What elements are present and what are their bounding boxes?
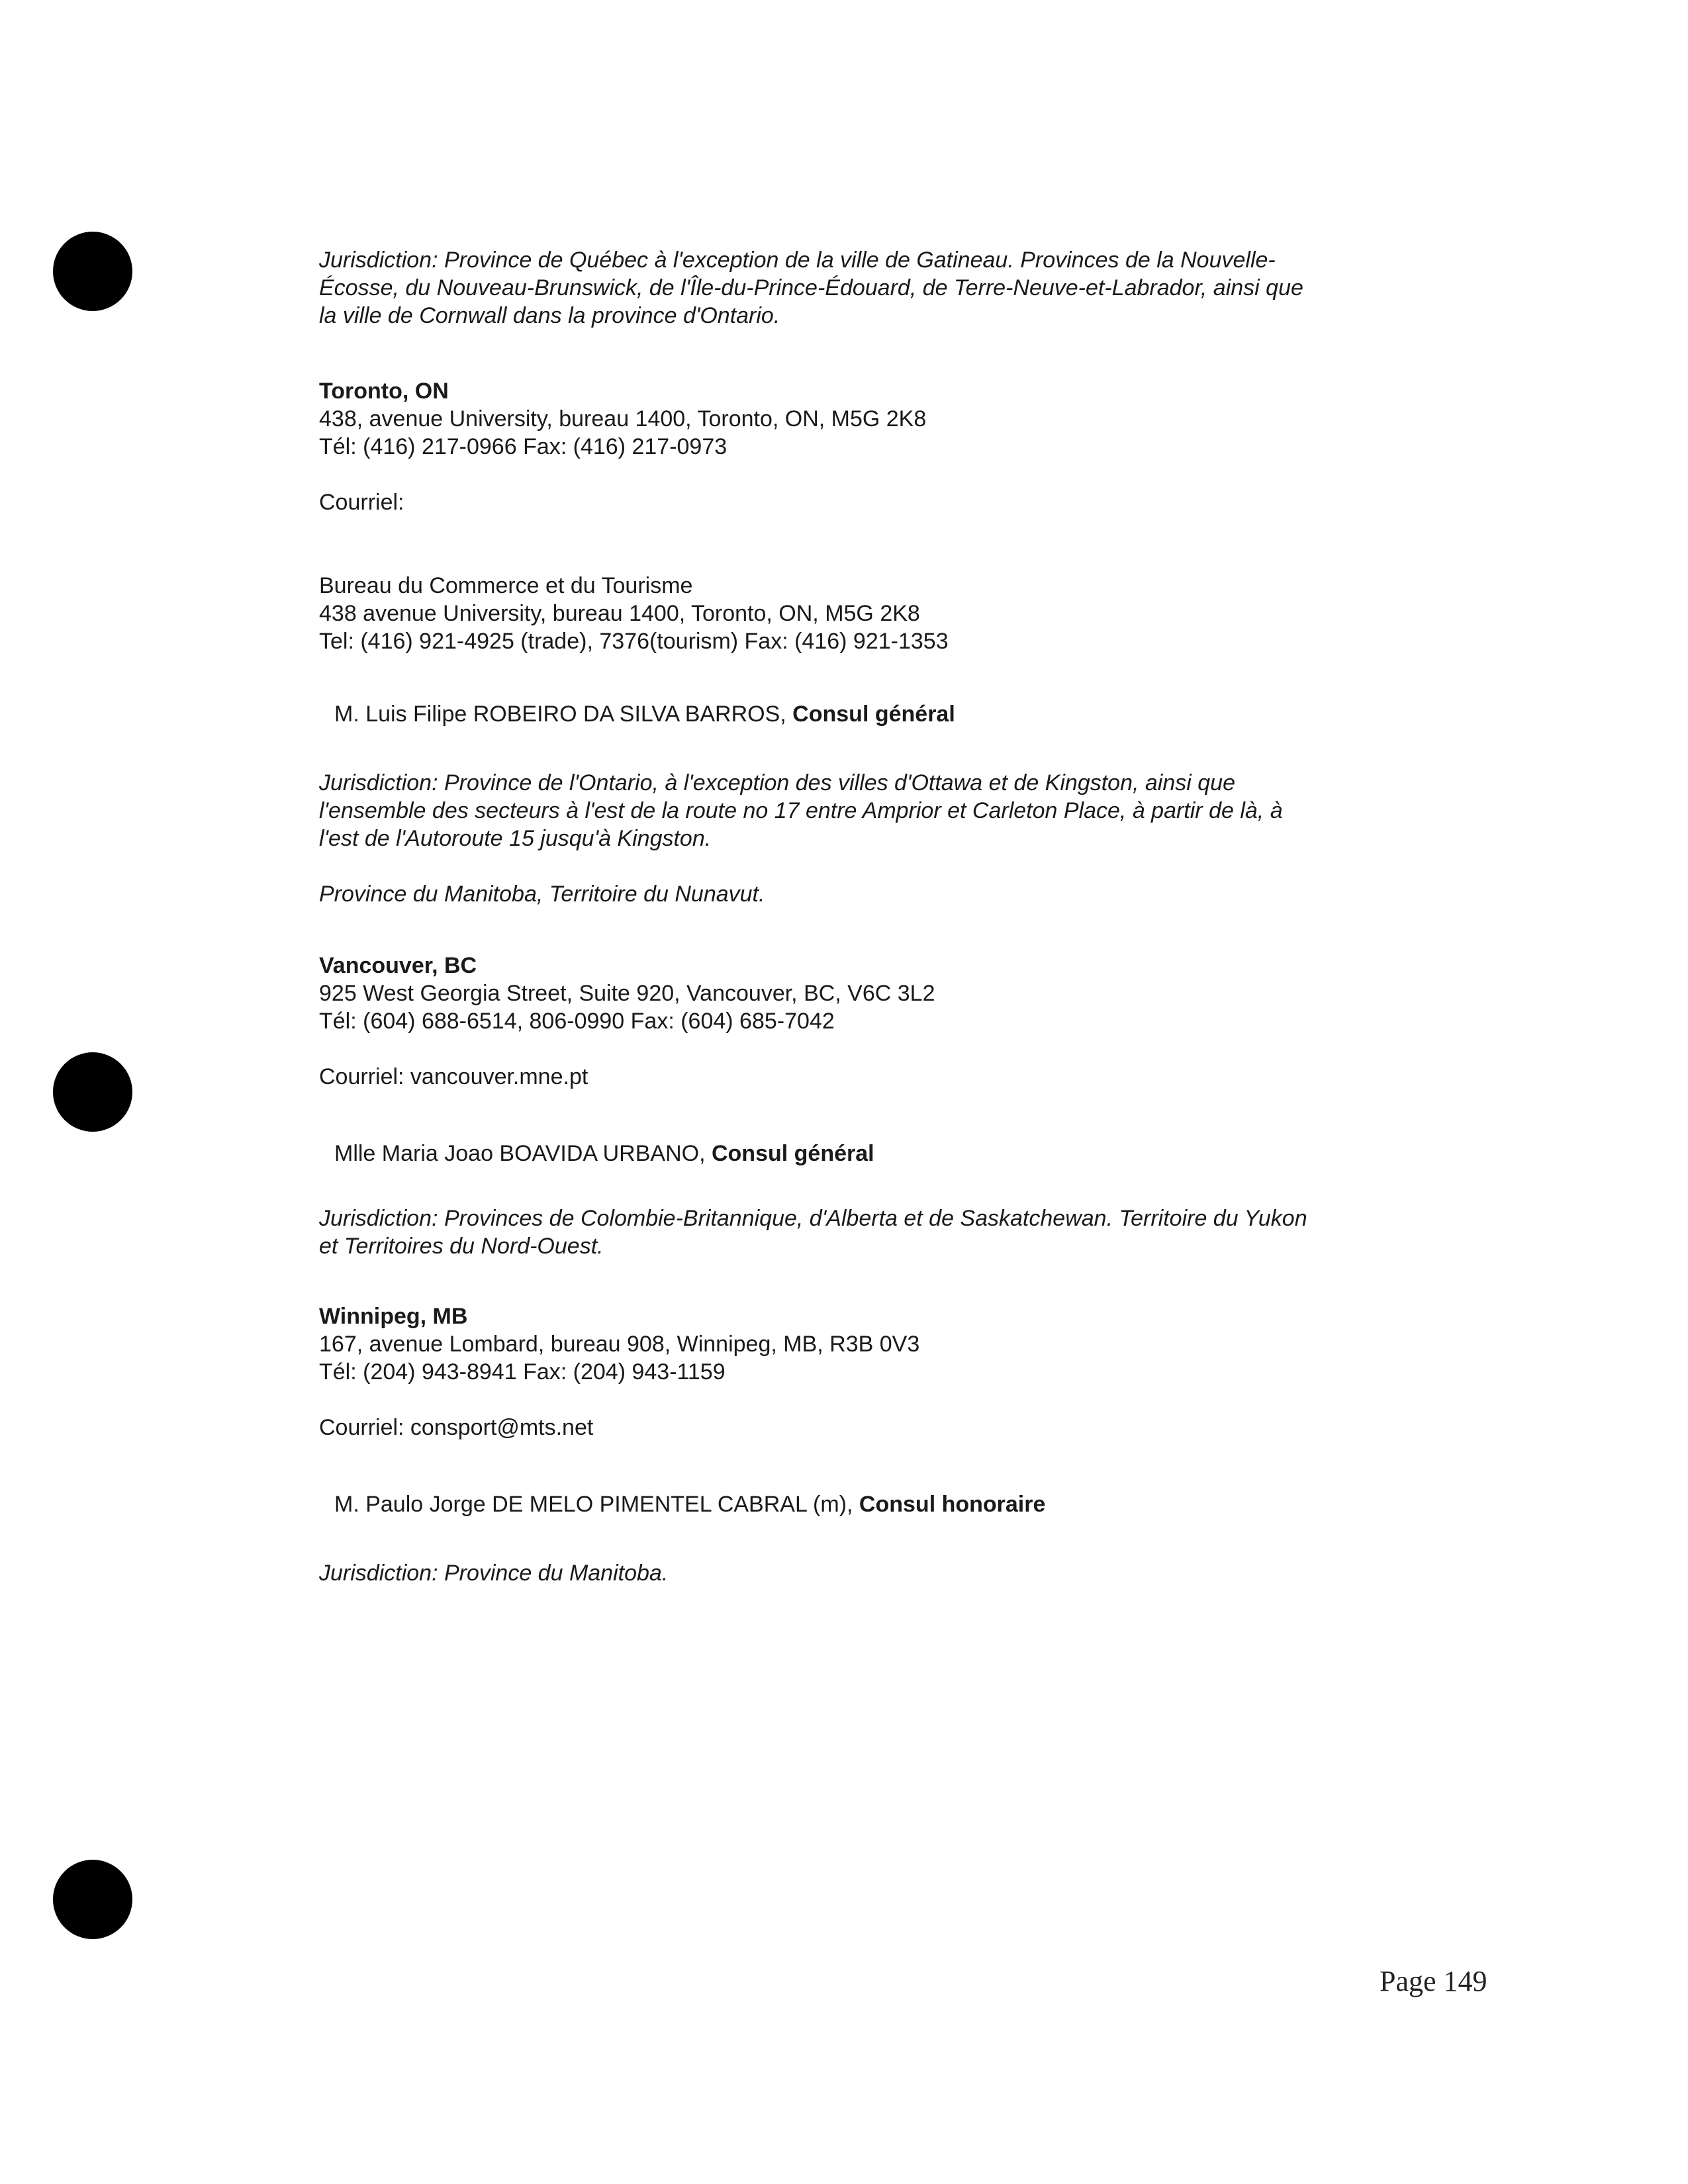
winnipeg-contact xyxy=(319,1302,1431,1386)
vancouver-consul xyxy=(334,1140,1446,1167)
phone: Tél: (204) 943-8941 Fax: (204) 943-1159 xyxy=(319,1359,726,1385)
winnipeg-consul xyxy=(334,1490,1446,1518)
consul-title: Consul honoraire xyxy=(859,1492,1046,1517)
phone: Tél: (416) 217-0966 Fax: (416) 217-0973 xyxy=(319,434,727,459)
toronto-bureau xyxy=(319,572,1431,655)
city-heading: Toronto, ON xyxy=(319,379,449,404)
consul-name: M. Luis Filipe ROBEIRO DA SILVA BARROS, xyxy=(334,702,793,727)
consul-title: Consul général xyxy=(711,1141,874,1166)
toronto-jurisdiction-extra: Province du Manitoba, Territoire du Nunavut. xyxy=(319,882,765,907)
winnipeg-jurisdiction: Jurisdiction: Province du Manitoba. xyxy=(319,1561,669,1586)
punch-hole xyxy=(53,1052,132,1132)
vancouver-email: Courriel: vancouver.mne.pt xyxy=(319,1064,588,1089)
bureau-name: Bureau du Commerce et du Tourisme xyxy=(319,573,693,598)
address: 925 West Georgia Street, Suite 920, Vancouver, BC, V6C 3L2 xyxy=(319,981,935,1006)
vancouver-jurisdiction: Jurisdiction: Provinces de Colombie-Britannique, d'Alberta et de Saskatchewan. Territoire du Yukon et Territoires du Nord-Ouest. xyxy=(319,1206,1307,1259)
city-heading: Vancouver, BC xyxy=(319,953,477,978)
bureau-phone: Tel: (416) 921-4925 (trade), 7376(tourism) Fax: (416) 921-1353 xyxy=(319,629,949,654)
punch-hole xyxy=(53,1860,132,1939)
address: 167, avenue Lombard, bureau 908, Winnipeg, MB, R3B 0V3 xyxy=(319,1332,920,1357)
page-number: Page 149 xyxy=(1380,1965,1487,1997)
consul-title: Consul général xyxy=(792,702,955,727)
bureau-address: 438 avenue University, bureau 1400, Toronto, ON, M5G 2K8 xyxy=(319,601,920,626)
intro-jurisdiction: Jurisdiction: Province de Québec à l'exception de la ville de Gatineau. Provinces de la Nouvelle- Écosse, du Nouveau-Brunswick, de l'Île-du-Prince-Édouard, de Terre-Neuve-et-Labrador, ainsi que la ville de Cornwall dans la province d'Ontario. xyxy=(319,248,1303,328)
city-heading: Winnipeg, MB xyxy=(319,1304,468,1329)
punch-hole xyxy=(53,232,132,311)
consul-name: M. Paulo Jorge DE MELO PIMENTEL CABRAL (m), xyxy=(334,1492,859,1517)
phone: Tél: (604) 688-6514, 806-0990 Fax: (604) 685-7042 xyxy=(319,1009,835,1034)
toronto-consul xyxy=(334,700,1446,728)
toronto-jurisdiction: Jurisdiction: Province de l'Ontario, à l'exception des villes d'Ottawa et de Kingston, ainsi que l'ensemble des secteurs à l'est de la route no 17 entre Amprior et Carleton Place, à partir de là, à l'est de l'Autoroute 15 jusqu'à Kingston. xyxy=(319,770,1283,851)
consul-name: Mlle Maria Joao BOAVIDA URBANO, xyxy=(334,1141,712,1166)
toronto-email: Courriel: xyxy=(319,490,404,515)
winnipeg-email: Courriel: consport@mts.net xyxy=(319,1415,594,1440)
address: 438, avenue University, bureau 1400, Toronto, ON, M5G 2K8 xyxy=(319,406,927,432)
toronto-contact xyxy=(319,377,1431,461)
vancouver-contact xyxy=(319,952,1431,1035)
